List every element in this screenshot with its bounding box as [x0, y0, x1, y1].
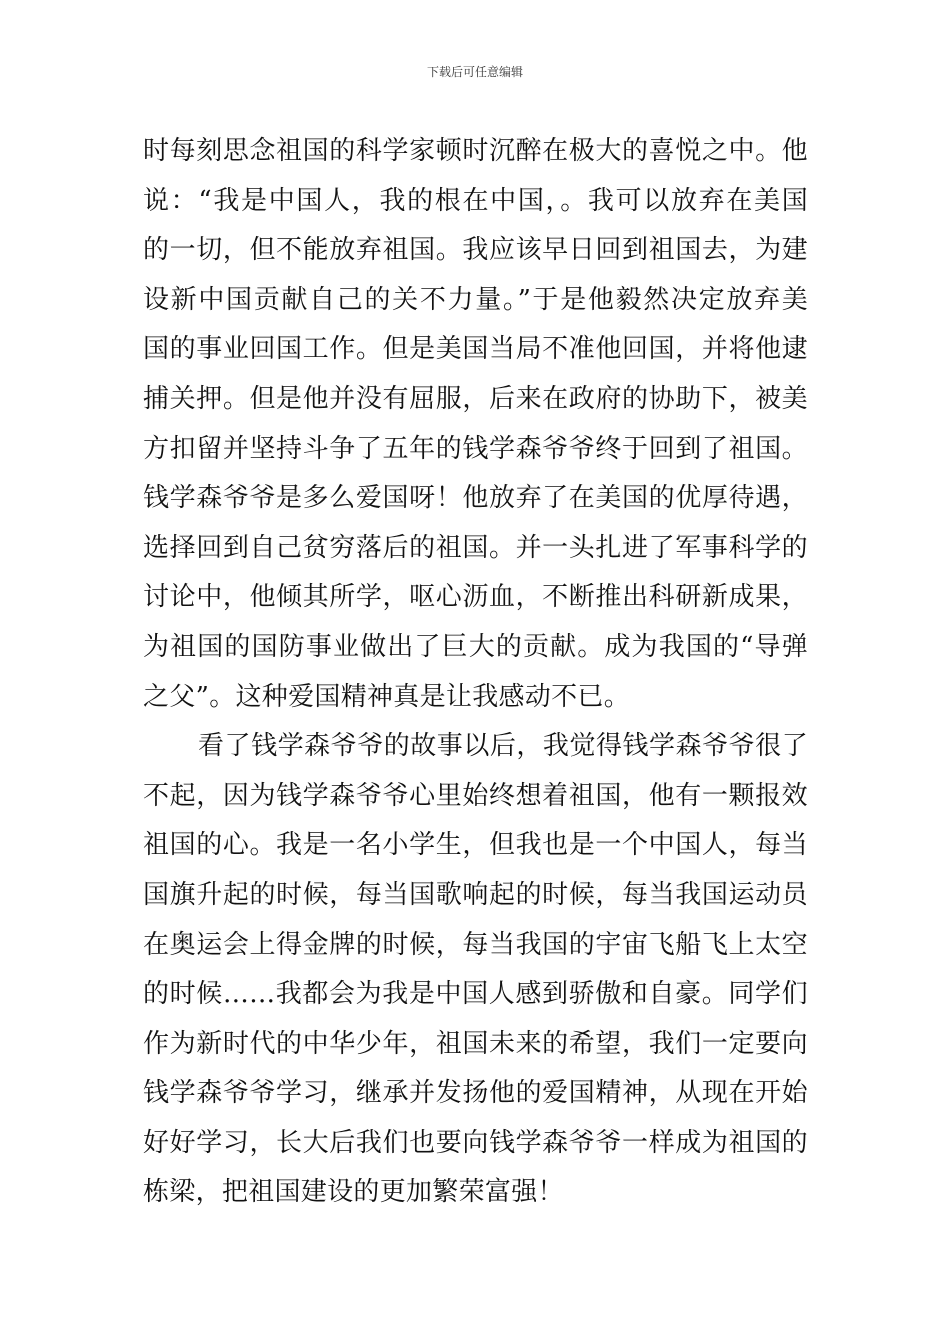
text-line: 国的事业回国工作。但是美国当局不准他回国，并将他逮: [143, 334, 808, 365]
text-line: 的时候……我都会为我是中国人感到骄傲和自豪。同学们: [143, 979, 808, 1010]
text-line: 祖国的心。我是一名小学生，但我也是一个中国人，每当: [143, 830, 808, 861]
text-line: 选择回到自己贫穷落后的祖国。并一头扎进了军事科学的: [143, 532, 808, 563]
text-line: 时每刻思念祖国的科学家顿时沉醉在极大的喜悦之中。他: [143, 136, 808, 166]
paragraph-1: [143, 127, 808, 722]
text-line: 之父”。这种爱国精神真是让我感动不已。: [143, 681, 630, 712]
text-line: 的一切，但不能放弃祖国。我应该早日回到祖国去，为建: [143, 235, 808, 266]
text-line: 捕关押。但是他并没有屈服，后来在政府的协助下，被美: [143, 383, 808, 414]
document-body: [143, 127, 808, 1218]
text-line: 钱学森爷爷学习，继承并发扬他的爱国精神，从现在开始: [143, 1078, 808, 1109]
text-line: 作为新时代的中华少年，祖国未来的希望，我们一定要向: [143, 1028, 808, 1059]
text-line: 不起，因为钱学森爷爷心里始终想着祖国，他有一颗报效: [143, 780, 808, 811]
text-line: 国旗升起的时候，每当国歌响起的时候，每当我国运动员: [143, 879, 808, 910]
page-header: 下载后可任意编辑: [426, 65, 523, 79]
text-line: 为祖国的国防事业做出了巨大的贡献。成为我国的“导弹: [143, 631, 808, 662]
text-line: 栋梁，把祖国建设的更加繁荣富强！: [143, 1177, 564, 1208]
text-line: 方扣留并坚持斗争了五年的钱学森爷爷终于回到了祖国。: [143, 433, 808, 464]
text-line: 在奥运会上得金牌的时候，每当我国的宇宙飞船飞上太空: [143, 929, 808, 960]
text-line: 钱学森爷爷是多么爱国呀！他放弃了在美国的优厚待遇，: [143, 483, 808, 514]
text-line: 说：“我是中国人，我的根在中国，。我可以放弃在美国: [143, 185, 808, 216]
text-line: 设新中国贡献自己的关不力量。”于是他毅然决定放弃美: [143, 284, 808, 315]
text-line: 讨论中，他倾其所学，呕心沥血，不断推出科研新成果，: [143, 582, 808, 613]
text-line: 好好学习，长大后我们也要向钱学森爷爷一样成为祖国的: [143, 1127, 808, 1158]
paragraph-2: [143, 722, 808, 1218]
text-line: 看了钱学森爷爷的故事以后，我觉得钱学森爷爷很了: [198, 731, 808, 762]
